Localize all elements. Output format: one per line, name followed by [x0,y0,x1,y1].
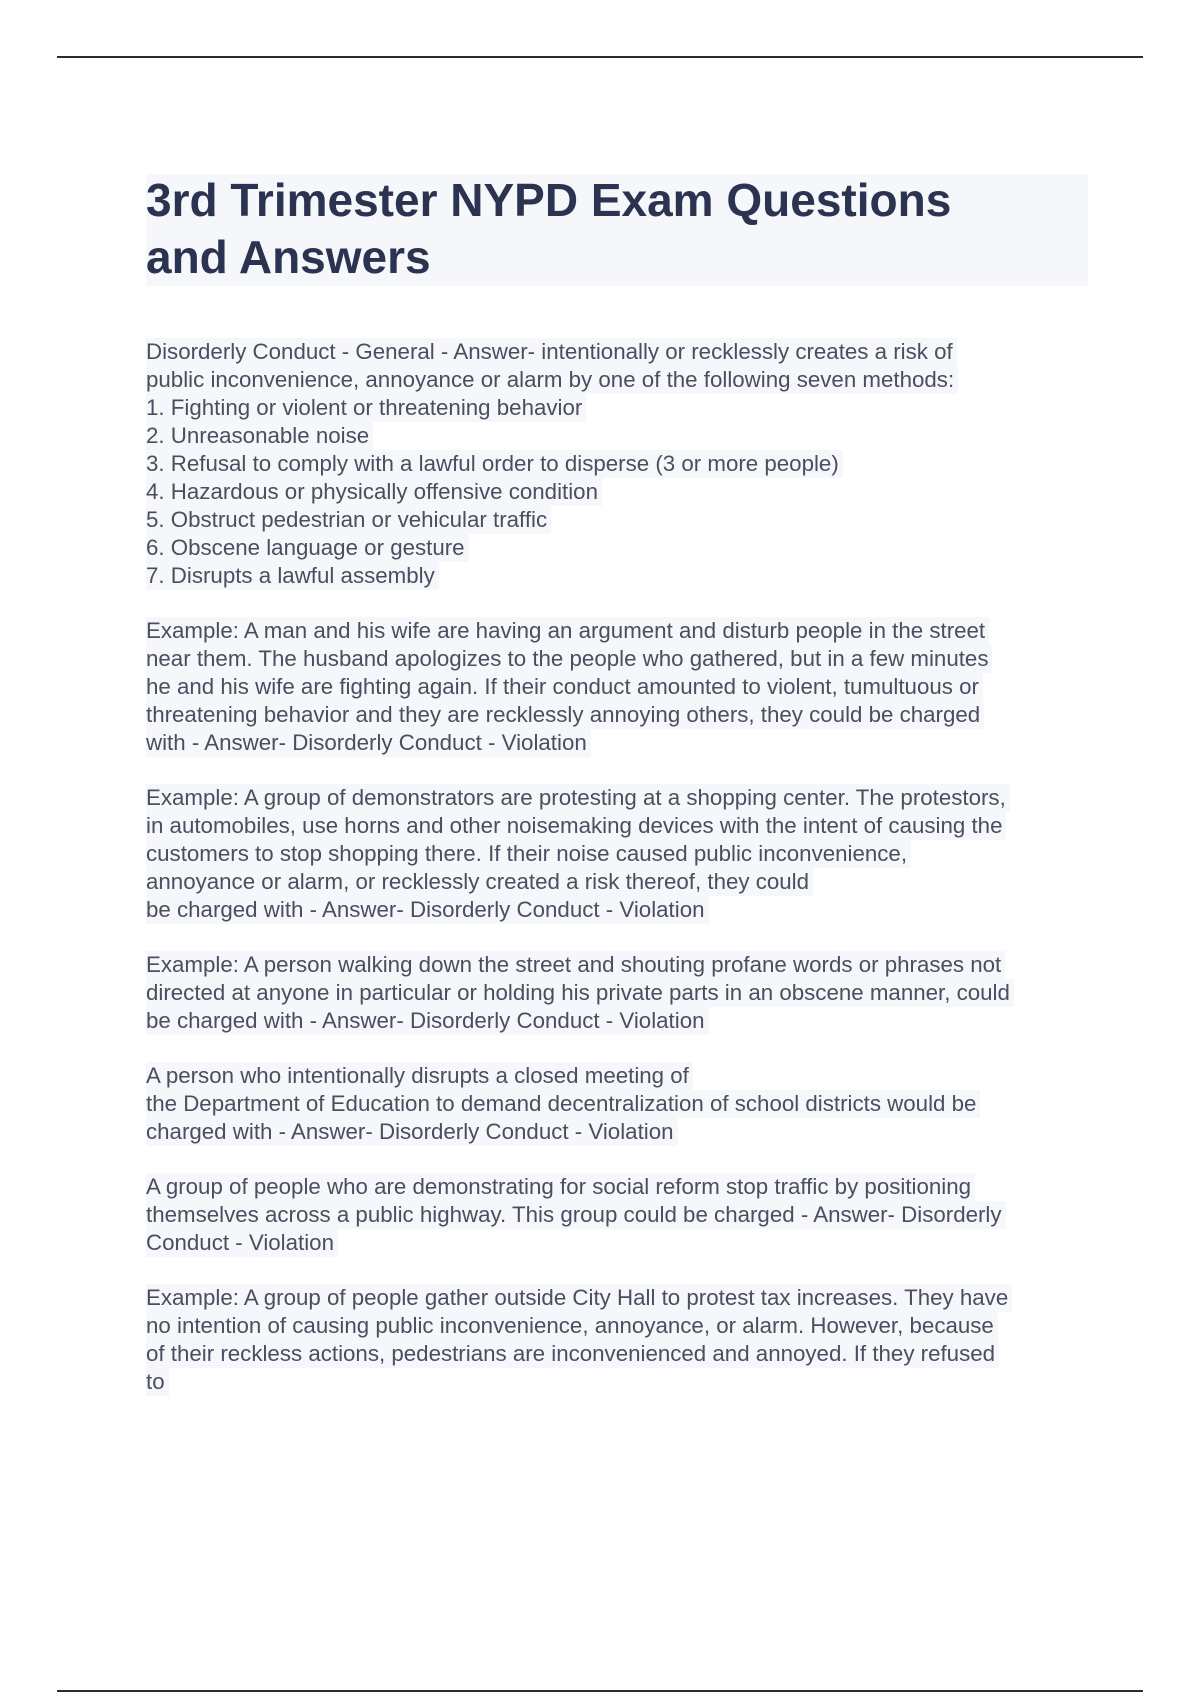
qa-paragraph [146,617,1091,757]
text-line [146,784,1091,812]
title-line: 3rd Trimester NYPD Exam Questions [146,174,952,226]
text-line-content: threatening behavior and they are recklessly annoying others, they could be charged [146,701,984,729]
text-line [146,1201,1091,1229]
text-line [146,1284,1091,1312]
text-line-content: 6. Obscene language or gesture [146,534,469,562]
text-line [146,478,1091,506]
text-line [146,366,1091,394]
text-line [146,1173,1091,1201]
text-line-content: directed at anyone in particular or holding his private parts in an obscene manner, could [146,979,1014,1007]
text-line [146,812,1091,840]
text-line-content: of their reckless actions, pedestrians are inconvenienced and annoyed. If they refused [146,1340,999,1368]
text-line-content: public inconvenience, annoyance or alarm by one of the following seven methods: [146,366,958,394]
text-line [146,1340,1091,1368]
text-line-content: Conduct - Violation [146,1229,338,1257]
bottom-rule [57,1690,1143,1692]
text-line-content: 5. Obstruct pedestrian or vehicular traffic [146,506,551,534]
text-line-content: A person who intentionally disrupts a closed meeting of [146,1062,693,1090]
text-line [146,338,1091,366]
text-line [146,562,1091,590]
text-line-content: Example: A group of demonstrators are protesting at a shopping center. The protestors, [146,784,1010,812]
text-line [146,1229,1091,1257]
text-line-content: charged with - Answer- Disorderly Conduct - Violation [146,1118,678,1146]
text-line [146,673,1091,701]
qa-paragraph [146,1062,1091,1146]
qa-paragraph [146,338,1091,590]
text-line [146,422,1091,450]
text-line-content: with - Answer- Disorderly Conduct - Violation [146,729,591,757]
qa-paragraph [146,784,1091,924]
document-body [146,338,1091,1423]
text-line-content: in automobiles, use horns and other noisemaking devices with the intent of causing the [146,812,1006,840]
title-line: and Answers [146,231,431,283]
text-line-content: be charged with - Answer- Disorderly Conduct - Violation [146,896,709,924]
text-line-content: to [146,1368,169,1396]
text-line [146,701,1091,729]
text-line [146,1312,1091,1340]
text-line [146,1368,1091,1396]
text-line [146,450,1091,478]
text-line-content: A group of people who are demonstrating for social reform stop traffic by positioning [146,1173,975,1201]
text-line [146,617,1091,645]
text-line [146,1007,1091,1035]
qa-paragraph [146,1173,1091,1257]
text-line [146,951,1091,979]
text-line [146,1118,1091,1146]
text-line-content: 4. Hazardous or physically offensive condition [146,478,602,506]
text-line [146,979,1091,1007]
text-line-content: 1. Fighting or violent or threatening behavior [146,394,586,422]
text-line [146,729,1091,757]
text-line-content: Example: A group of people gather outside City Hall to protest tax increases. They have [146,1284,1012,1312]
text-line-content: 2. Unreasonable noise [146,422,373,450]
text-line-content: no intention of causing public inconvenience, annoyance, or alarm. However, because [146,1312,998,1340]
text-line-content: customers to stop shopping there. If their noise caused public inconvenience, [146,840,911,868]
text-line-content: Example: A man and his wife are having an argument and disturb people in the street [146,617,989,645]
text-line-content: the Department of Education to demand decentralization of school districts would be [146,1090,980,1118]
text-line [146,1062,1091,1090]
text-line-content: 3. Refusal to comply with a lawful order to disperse (3 or more people) [146,450,843,478]
top-rule [57,56,1143,58]
text-line-content: he and his wife are fighting again. If their conduct amounted to violent, tumultuous or [146,673,983,701]
text-line-content: Disorderly Conduct - General - Answer- intentionally or recklessly creates a risk of [146,338,957,366]
text-line [146,840,1091,868]
text-line-content: be charged with - Answer- Disorderly Conduct - Violation [146,1007,709,1035]
text-line [146,506,1091,534]
qa-paragraph [146,1284,1091,1396]
text-line-content: 7. Disrupts a lawful assembly [146,562,439,590]
text-line-content: near them. The husband apologizes to the people who gathered, but in a few minutes [146,645,992,673]
text-line [146,394,1091,422]
text-line [146,868,1091,896]
text-line-content: Example: A person walking down the street and shouting profane words or phrases not [146,951,1005,979]
text-line-content: annoyance or alarm, or recklessly created a risk thereof, they could [146,868,813,896]
qa-paragraph [146,951,1091,1035]
text-line-content: themselves across a public highway. This group could be charged - Answer- Disorderly [146,1201,1006,1229]
page-title [146,172,1076,286]
text-line [146,1090,1091,1118]
text-line [146,534,1091,562]
text-line [146,896,1091,924]
text-line [146,645,1091,673]
